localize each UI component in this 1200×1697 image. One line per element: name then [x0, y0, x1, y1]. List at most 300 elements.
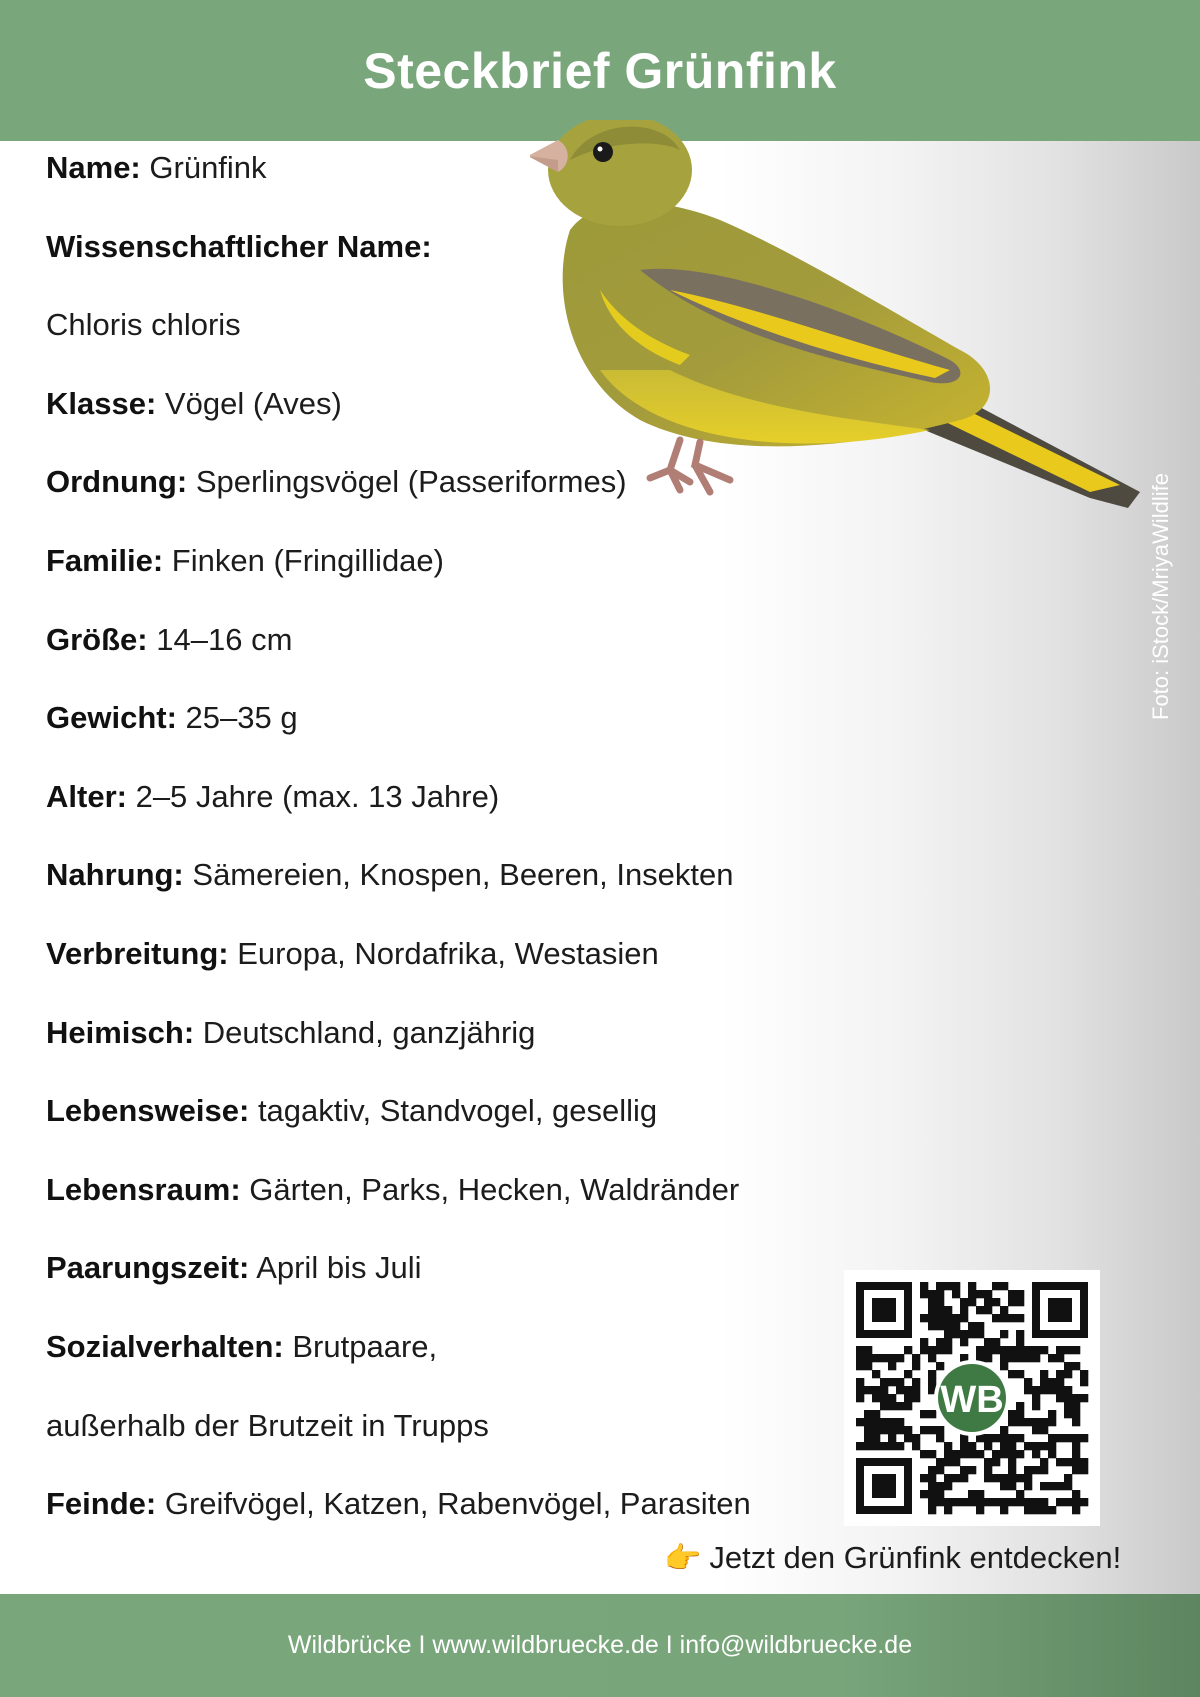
- qr-module: [952, 1330, 960, 1338]
- fact-row: [46, 1014, 536, 1050]
- qr-module: [1016, 1418, 1024, 1426]
- fact-label: Sozialverhalten:: [46, 1329, 284, 1364]
- qr-module: [960, 1330, 968, 1338]
- fact-row: [46, 307, 241, 343]
- fact-value: Chloris chloris: [46, 307, 241, 343]
- qr-module: [864, 1418, 872, 1426]
- qr-module: [920, 1450, 928, 1458]
- qr-finder: [1048, 1298, 1072, 1322]
- qr-module: [880, 1354, 888, 1362]
- fact-value: 2–5 Jahre (max. 13 Jahre): [135, 778, 500, 814]
- qr-module: [888, 1362, 896, 1370]
- qr-module: [928, 1466, 936, 1474]
- fact-value: Grünfink: [149, 150, 267, 185]
- fact-row: [46, 1331, 437, 1362]
- qr-module: [904, 1434, 912, 1442]
- qr-module: [864, 1410, 872, 1418]
- qr-module: [928, 1290, 936, 1298]
- qr-module: [880, 1442, 888, 1450]
- qr-module: [984, 1338, 992, 1346]
- fact-label: Nahrung:: [46, 857, 184, 893]
- qr-module: [1072, 1450, 1080, 1458]
- fact-row: [46, 1250, 422, 1286]
- qr-module: [920, 1338, 928, 1346]
- qr-module: [1032, 1346, 1040, 1354]
- qr-module: [1016, 1370, 1024, 1378]
- fact-row: [46, 464, 627, 500]
- qr-module: [872, 1386, 880, 1394]
- qr-module: [1040, 1506, 1048, 1514]
- qr-module: [936, 1490, 944, 1498]
- qr-module: [944, 1474, 952, 1482]
- fact-value: außerhalb der Brutzeit in Trupps: [46, 1407, 489, 1443]
- qr-module: [1008, 1314, 1016, 1322]
- qr-module: [976, 1490, 984, 1498]
- qr-module: [888, 1402, 896, 1410]
- qr-module: [960, 1450, 968, 1458]
- qr-module: [1016, 1402, 1024, 1410]
- qr-module: [1056, 1394, 1064, 1402]
- qr-module: [1056, 1458, 1064, 1466]
- qr-module: [944, 1450, 952, 1458]
- qr-module: [1000, 1482, 1008, 1490]
- qr-module: [1024, 1482, 1032, 1490]
- fact-row: [46, 857, 734, 893]
- qr-module: [936, 1306, 944, 1314]
- qr-module: [1040, 1418, 1048, 1426]
- qr-module: [928, 1426, 936, 1434]
- qr-module: [872, 1434, 880, 1442]
- qr-module: [1056, 1386, 1064, 1394]
- qr-module: [928, 1410, 936, 1418]
- footer-bar: [0, 1594, 1200, 1697]
- qr-module: [1024, 1506, 1032, 1514]
- qr-module: [936, 1458, 944, 1466]
- qr-module: [1016, 1346, 1024, 1354]
- qr-module: [976, 1322, 984, 1330]
- qr-module: [888, 1442, 896, 1450]
- qr-module: [1040, 1466, 1048, 1474]
- qr-module: [1032, 1394, 1040, 1402]
- qr-module: [1024, 1442, 1032, 1450]
- qr-module: [872, 1442, 880, 1450]
- fact-row: [46, 778, 500, 814]
- qr-module: [1032, 1426, 1040, 1434]
- fact-value: Sämereien, Knospen, Beeren, Insekten: [192, 857, 734, 893]
- qr-module: [1048, 1434, 1056, 1442]
- qr-module: [1048, 1410, 1056, 1418]
- fact-label: Familie:: [46, 543, 164, 578]
- qr-module: [1064, 1474, 1072, 1482]
- qr-module: [944, 1442, 952, 1450]
- page-title: Steckbrief Grünfink: [363, 42, 837, 99]
- qr-module: [984, 1346, 992, 1354]
- qr-module: [1016, 1338, 1024, 1346]
- qr-module: [856, 1386, 864, 1394]
- qr-module: [856, 1394, 864, 1402]
- qr-module: [984, 1458, 992, 1466]
- qr-module: [896, 1426, 904, 1434]
- qr-module: [1008, 1370, 1016, 1378]
- qr-module: [888, 1394, 896, 1402]
- fact-label: Alter:: [46, 778, 127, 814]
- wb-logo-text: WB: [940, 1379, 1004, 1421]
- qr-module: [896, 1386, 904, 1394]
- qr-module: [904, 1346, 912, 1354]
- qr-module: [968, 1298, 976, 1306]
- qr-module: [1072, 1410, 1080, 1418]
- qr-module: [1008, 1434, 1016, 1442]
- fact-label: Lebensweise:: [46, 1093, 250, 1129]
- fact-row: [46, 1171, 740, 1207]
- qr-module: [1072, 1402, 1080, 1410]
- qr-module: [1008, 1442, 1016, 1450]
- qr-module: [928, 1474, 936, 1482]
- qr-module: [880, 1378, 888, 1386]
- qr-module: [912, 1434, 920, 1442]
- qr-module: [928, 1314, 936, 1322]
- qr-module: [1048, 1450, 1056, 1458]
- qr-module: [1040, 1458, 1048, 1466]
- qr-module: [1024, 1498, 1032, 1506]
- qr-module: [1056, 1498, 1064, 1506]
- qr-module: [936, 1498, 944, 1506]
- qr-module: [976, 1306, 984, 1314]
- qr-module: [864, 1362, 872, 1370]
- qr-module: [944, 1346, 952, 1354]
- qr-module: [1048, 1506, 1056, 1514]
- qr-module: [928, 1298, 936, 1306]
- qr-module: [1040, 1378, 1048, 1386]
- qr-module: [1064, 1458, 1072, 1466]
- footer-contact[interactable]: Wildbrücke I www.wildbruecke.de I info@wildbruecke.de: [287, 1631, 913, 1659]
- qr-module: [1072, 1506, 1080, 1514]
- qr-module: [1000, 1314, 1008, 1322]
- qr-module: [976, 1330, 984, 1338]
- qr-module: [984, 1474, 992, 1482]
- qr-module: [992, 1314, 1000, 1322]
- pointing-hand-icon: 👉: [664, 1541, 702, 1575]
- qr-module: [1000, 1450, 1008, 1458]
- qr-module: [992, 1434, 1000, 1442]
- qr-module: [1080, 1378, 1088, 1386]
- fact-value: Vögel (Aves): [164, 385, 342, 421]
- qr-module: [1040, 1370, 1048, 1378]
- qr-module: [1016, 1434, 1024, 1442]
- qr-module: [1040, 1498, 1048, 1506]
- fact-label: Name:: [46, 150, 141, 185]
- qr-module: [968, 1450, 976, 1458]
- qr-module: [976, 1506, 984, 1514]
- qr-module: [960, 1338, 968, 1346]
- qr-module: [1072, 1418, 1080, 1426]
- qr-module: [1064, 1386, 1072, 1394]
- qr-module: [1024, 1474, 1032, 1482]
- qr-module: [872, 1354, 880, 1362]
- qr-module: [1064, 1394, 1072, 1402]
- qr-module: [984, 1290, 992, 1298]
- qr-module: [1008, 1410, 1016, 1418]
- qr-module: [952, 1450, 960, 1458]
- qr-module: [944, 1458, 952, 1466]
- fact-label: Gewicht:: [46, 700, 177, 736]
- qr-module: [896, 1354, 904, 1362]
- qr-module: [944, 1330, 952, 1338]
- qr-module: [1032, 1466, 1040, 1474]
- qr-module: [856, 1442, 864, 1450]
- qr-module: [1048, 1386, 1056, 1394]
- qr-module: [960, 1314, 968, 1322]
- qr-module: [1032, 1402, 1040, 1410]
- qr-module: [1008, 1466, 1016, 1474]
- qr-code[interactable]: [844, 1270, 1100, 1526]
- qr-module: [976, 1498, 984, 1506]
- qr-module: [952, 1458, 960, 1466]
- qr-module: [928, 1450, 936, 1458]
- fact-row: [46, 228, 432, 264]
- qr-module: [856, 1354, 864, 1362]
- qr-module: [1000, 1306, 1008, 1314]
- fact-value: Brutpaare,: [292, 1329, 438, 1364]
- qr-module: [1072, 1434, 1080, 1442]
- qr-module: [888, 1426, 896, 1434]
- qr-module: [1032, 1506, 1040, 1514]
- qr-module: [904, 1426, 912, 1434]
- qr-module: [936, 1434, 944, 1442]
- qr-module: [1016, 1498, 1024, 1506]
- qr-module: [928, 1322, 936, 1330]
- qr-module: [1024, 1386, 1032, 1394]
- qr-module: [952, 1498, 960, 1506]
- qr-module: [864, 1354, 872, 1362]
- fact-label: Feinde:: [46, 1486, 157, 1522]
- qr-module: [928, 1490, 936, 1498]
- qr-module: [864, 1426, 872, 1434]
- fact-row: [46, 1093, 658, 1129]
- fact-value: Europa, Nordafrika, Westasien: [237, 936, 659, 971]
- qr-module: [936, 1282, 944, 1290]
- qr-module: [944, 1482, 952, 1490]
- qr-module: [1072, 1466, 1080, 1474]
- qr-module: [976, 1450, 984, 1458]
- qr-module: [1048, 1482, 1056, 1490]
- qr-finder: [872, 1474, 896, 1498]
- qr-module: [1032, 1450, 1040, 1458]
- qr-module: [856, 1346, 864, 1354]
- fact-label: Größe:: [46, 621, 148, 657]
- photo-credit: Foto: iStock/MriyaWildlife: [1148, 473, 1173, 720]
- qr-module: [928, 1306, 936, 1314]
- fact-label: Paarungszeit:: [46, 1250, 250, 1286]
- qr-module: [912, 1394, 920, 1402]
- qr-module: [872, 1394, 880, 1402]
- qr-module: [1032, 1442, 1040, 1450]
- qr-module: [1016, 1298, 1024, 1306]
- qr-module: [1016, 1490, 1024, 1498]
- qr-module: [984, 1354, 992, 1362]
- qr-module: [1080, 1498, 1088, 1506]
- qr-module: [1016, 1474, 1024, 1482]
- qr-module: [920, 1282, 928, 1290]
- qr-module: [1040, 1482, 1048, 1490]
- qr-code-image: [844, 1270, 1100, 1526]
- qr-module: [1064, 1498, 1072, 1506]
- qr-module: [968, 1498, 976, 1506]
- qr-module: [984, 1466, 992, 1474]
- qr-module: [1024, 1346, 1032, 1354]
- qr-module: [1008, 1482, 1016, 1490]
- qr-module: [912, 1362, 920, 1370]
- qr-module: [1080, 1458, 1088, 1466]
- qr-module: [1024, 1378, 1032, 1386]
- qr-module: [880, 1386, 888, 1394]
- qr-module: [1056, 1346, 1064, 1354]
- qr-module: [984, 1498, 992, 1506]
- qr-module: [1016, 1354, 1024, 1362]
- qr-module: [912, 1378, 920, 1386]
- qr-module: [992, 1338, 1000, 1346]
- qr-module: [1080, 1466, 1088, 1474]
- qr-module: [1008, 1474, 1016, 1482]
- qr-module: [960, 1306, 968, 1314]
- qr-module: [968, 1490, 976, 1498]
- fact-row: [46, 385, 342, 421]
- qr-module: [1040, 1386, 1048, 1394]
- qr-module: [928, 1378, 936, 1386]
- qr-module: [1000, 1354, 1008, 1362]
- qr-module: [984, 1306, 992, 1314]
- qr-module: [880, 1402, 888, 1410]
- qr-module: [872, 1370, 880, 1378]
- qr-module: [896, 1442, 904, 1450]
- qr-module: [864, 1434, 872, 1442]
- qr-module: [1016, 1410, 1024, 1418]
- qr-module: [928, 1506, 936, 1514]
- qr-module: [968, 1466, 976, 1474]
- qr-module: [1056, 1370, 1064, 1378]
- qr-module: [936, 1466, 944, 1474]
- qr-module: [984, 1298, 992, 1306]
- qr-module: [1000, 1346, 1008, 1354]
- qr-module: [888, 1354, 896, 1362]
- qr-module: [992, 1282, 1000, 1290]
- fact-row: [46, 1407, 489, 1443]
- qr-module: [888, 1434, 896, 1442]
- fact-value: Finken (Fringillidae): [171, 543, 444, 578]
- qr-module: [1080, 1434, 1088, 1442]
- qr-module: [952, 1322, 960, 1330]
- fact-value: tagaktiv, Standvogel, gesellig: [257, 1093, 658, 1129]
- qr-module: [1008, 1458, 1016, 1466]
- qr-module: [1064, 1410, 1072, 1418]
- qr-module: [856, 1362, 864, 1370]
- qr-module: [1072, 1346, 1080, 1354]
- qr-module: [1064, 1346, 1072, 1354]
- qr-module: [904, 1402, 912, 1410]
- qr-module: [1016, 1290, 1024, 1298]
- qr-module: [968, 1330, 976, 1338]
- fact-row: [46, 545, 444, 576]
- cta-line: [664, 1540, 1121, 1576]
- qr-module: [1064, 1370, 1072, 1378]
- qr-module: [1080, 1394, 1088, 1402]
- qr-module: [992, 1450, 1000, 1458]
- qr-module: [1072, 1458, 1080, 1466]
- qr-module: [952, 1314, 960, 1322]
- qr-module: [1024, 1418, 1032, 1426]
- qr-module: [936, 1426, 944, 1434]
- qr-module: [880, 1394, 888, 1402]
- qr-module: [968, 1290, 976, 1298]
- qr-module: [1048, 1378, 1056, 1386]
- qr-module: [904, 1394, 912, 1402]
- qr-module: [1008, 1354, 1016, 1362]
- fact-row: [46, 152, 267, 183]
- qr-module: [1056, 1378, 1064, 1386]
- qr-module: [960, 1466, 968, 1474]
- qr-module: [912, 1442, 920, 1450]
- qr-module: [944, 1314, 952, 1322]
- qr-module: [1032, 1418, 1040, 1426]
- qr-module: [1080, 1370, 1088, 1378]
- qr-module: [1008, 1418, 1016, 1426]
- qr-module: [944, 1498, 952, 1506]
- qr-module: [952, 1282, 960, 1290]
- qr-module: [936, 1338, 944, 1346]
- qr-module: [912, 1386, 920, 1394]
- qr-module: [1000, 1282, 1008, 1290]
- qr-module: [1016, 1450, 1024, 1458]
- fact-value: Sperlingsvögel (Passeriformes): [195, 464, 627, 500]
- qr-module: [920, 1314, 928, 1322]
- qr-module: [864, 1386, 872, 1394]
- qr-module: [976, 1290, 984, 1298]
- qr-module: [944, 1322, 952, 1330]
- qr-module: [992, 1498, 1000, 1506]
- fact-label: Verbreitung:: [46, 936, 229, 971]
- qr-module: [1064, 1434, 1072, 1442]
- fact-label: Wissenschaftlicher Name:: [46, 228, 432, 264]
- qr-module: [1072, 1490, 1080, 1498]
- fact-value: 25–35 g: [185, 700, 298, 736]
- qr-module: [856, 1418, 864, 1426]
- qr-module: [944, 1506, 952, 1514]
- qr-module: [920, 1290, 928, 1298]
- qr-module: [1032, 1354, 1040, 1362]
- qr-module: [1040, 1426, 1048, 1434]
- qr-module: [928, 1482, 936, 1490]
- qr-module: [904, 1386, 912, 1394]
- qr-module: [872, 1410, 880, 1418]
- fact-label: Lebensraum:: [46, 1171, 241, 1207]
- qr-module: [896, 1402, 904, 1410]
- qr-module: [944, 1306, 952, 1314]
- qr-module: [1072, 1442, 1080, 1450]
- fact-row: [46, 938, 659, 969]
- qr-module: [952, 1474, 960, 1482]
- qr-module: [936, 1314, 944, 1322]
- qr-module: [1040, 1346, 1048, 1354]
- qr-module: [968, 1282, 976, 1290]
- qr-module: [936, 1298, 944, 1306]
- qr-module: [968, 1322, 976, 1330]
- qr-module: [992, 1346, 1000, 1354]
- fact-value: Deutschland, ganzjährig: [202, 1014, 536, 1050]
- qr-module: [928, 1354, 936, 1362]
- qr-module: [1000, 1474, 1008, 1482]
- qr-module: [872, 1426, 880, 1434]
- qr-module: [976, 1346, 984, 1354]
